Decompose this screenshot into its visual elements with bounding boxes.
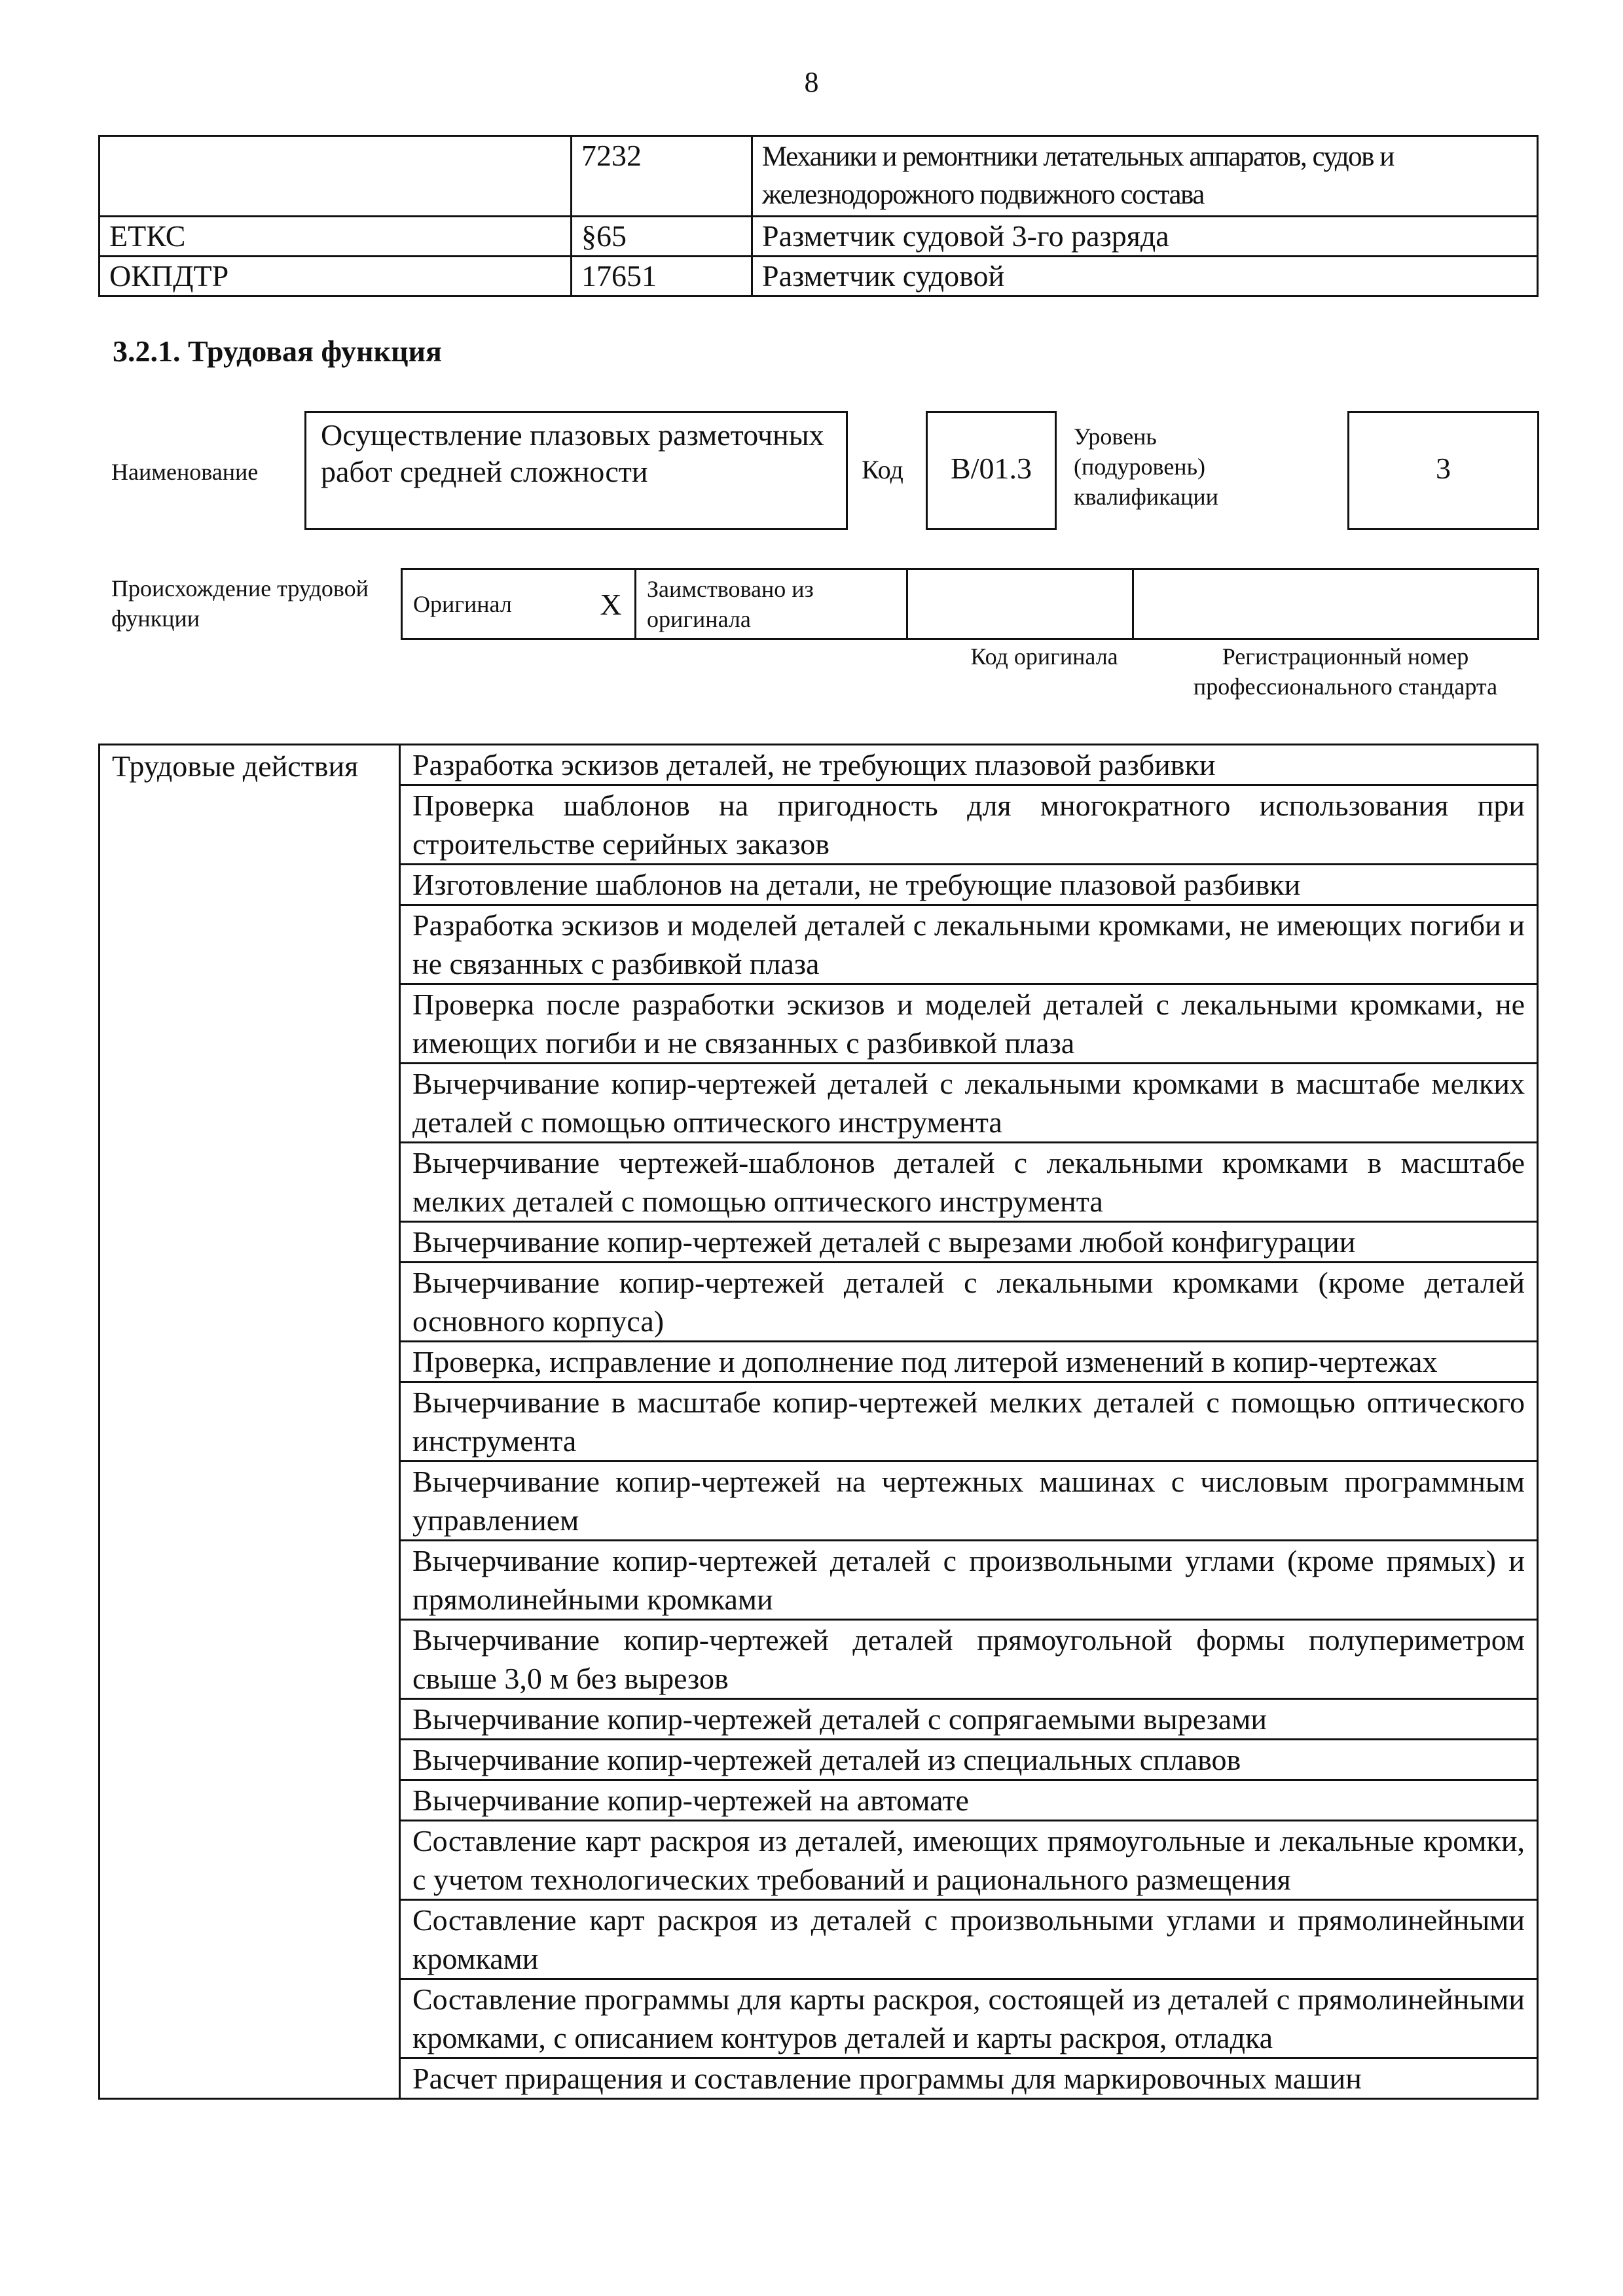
labor-action-item: Вычерчивание копир-чертежей деталей с произвольными углами (кроме прямых) и прямолинейными кромками [400, 1541, 1538, 1620]
labor-action-item: Вычерчивание копир-чертежей на чертежных машинах с числовым программным управлением [400, 1462, 1538, 1541]
labor-action-item: Вычерчивание копир-чертежей на автомате [400, 1780, 1538, 1821]
labor-actions-label: Трудовые действия [100, 745, 400, 2099]
labor-action-item: Вычерчивание копир-чертежей деталей прямоугольной формы полупериметром свыше 3,0 м без вырезов [400, 1620, 1538, 1699]
registration-number-cell [1133, 569, 1539, 639]
code-label: Код [862, 455, 903, 484]
table-row [100, 257, 1538, 296]
table-row [100, 217, 1538, 257]
table-row [100, 745, 1538, 785]
table-row [402, 569, 1539, 639]
labor-action-item: Составление карт раскроя из деталей с произвольными углами и прямолинейными кромками [400, 1900, 1538, 1979]
labor-action-item: Разработка эскизов деталей, не требующих плазовой разбивки [400, 745, 1538, 785]
classifier-name: ОКПДТР [100, 257, 572, 296]
classifier-title: Механики и ремонтники летательных аппаратов, судов и железнодорожного подвижного состава [752, 136, 1538, 217]
labor-action-item: Изготовление шаблонов на детали, не требующие плазовой разбивки [400, 865, 1538, 905]
original-code-cell [907, 569, 1133, 639]
name-label: Наименование [111, 459, 259, 485]
original-code-caption: Код оригинала [970, 643, 1118, 670]
classification-table [98, 135, 1539, 297]
labor-action-item: Составление программы для карты раскроя, состоящей из деталей с прямолинейными кромками, с описанием контуров деталей и карты раскроя, отладка [400, 1979, 1538, 2058]
labor-action-item: Вычерчивание в масштабе копир-чертежей мелких деталей с помощью оптического инструмента [400, 1382, 1538, 1462]
labor-action-item: Расчет приращения и составление программы для маркировочных машин [400, 2058, 1538, 2099]
page-number: 8 [804, 66, 819, 98]
labor-action-item: Проверка шаблонов на пригодность для многократного использования при строительстве серийных заказов [400, 785, 1538, 865]
labor-action-item: Вычерчивание копир-чертежей деталей с сопрягаемыми вырезами [400, 1699, 1538, 1740]
qualification-level-field: 3 [1347, 411, 1539, 530]
original-mark: X [587, 569, 636, 639]
classifier-code: §65 [572, 217, 752, 257]
borrowed-label: Заимствовано из оригинала [636, 569, 907, 639]
origin-table [401, 568, 1539, 640]
classifier-name [100, 136, 572, 217]
labor-action-item: Вычерчивание копир-чертежей деталей из специальных сплавов [400, 1740, 1538, 1780]
classifier-title: Разметчик судовой 3-го разряда [752, 217, 1538, 257]
labor-action-item: Вычерчивание копир-чертежей деталей с лекальными кромками (кроме деталей основного корпуса) [400, 1263, 1538, 1342]
labor-action-item: Вычерчивание копир-чертежей деталей с лекальными кромками в масштабе мелких деталей с помощью оптического инструмента [400, 1064, 1538, 1143]
section-heading: 3.2.1. Трудовая функция [113, 334, 442, 368]
labor-action-item: Вычерчивание чертежей-шаблонов деталей с лекальными кромками в масштабе мелких деталей с помощью оптического инструмента [400, 1143, 1538, 1222]
table-row [100, 136, 1538, 217]
labor-action-item: Проверка после разработки эскизов и моделей деталей с лекальными кромками, не имеющих погиби и не связанных с разбивкой плаза [400, 984, 1538, 1064]
labor-action-item: Вычерчивание копир-чертежей деталей с вырезами любой конфигурации [400, 1222, 1538, 1263]
classifier-code: 17651 [572, 257, 752, 296]
classifier-code: 7232 [572, 136, 752, 217]
labor-action-item: Проверка, исправление и дополнение под литерой изменений в копир-чертежах [400, 1342, 1538, 1382]
function-name-field: Осуществление плазовых разметочных работ средней сложности [304, 411, 848, 530]
labor-actions-table [98, 744, 1539, 2100]
level-label: Уровень (подуровень) квалификации [1074, 423, 1218, 510]
origin-label: Происхождение трудовой функции [111, 575, 369, 632]
original-label: Оригинал [402, 569, 588, 639]
labor-actions-body [100, 745, 1538, 2099]
classifier-title: Разметчик судовой [752, 257, 1538, 296]
registration-number-caption: Регистрационный номер профессионального стандарта [1193, 643, 1498, 700]
labor-action-item: Разработка эскизов и моделей деталей с лекальными кромками, не имеющих погиби и не связанных с разбивкой плаза [400, 905, 1538, 984]
labor-action-item: Составление карт раскроя из деталей, имеющих прямоугольные и лекальные кромки, с учетом технологических требований и рационального размещения [400, 1821, 1538, 1900]
classifier-name: ЕТКС [100, 217, 572, 257]
function-code-field: B/01.3 [926, 411, 1057, 530]
